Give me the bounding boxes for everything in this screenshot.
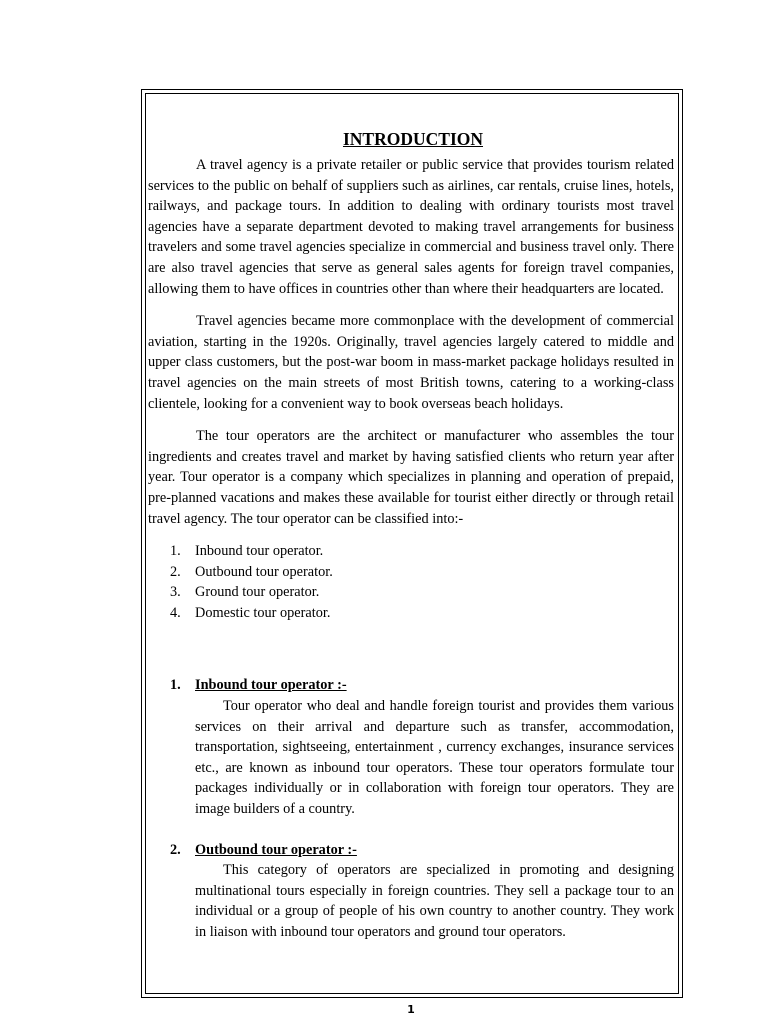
list-item xyxy=(148,603,674,624)
document-title: INTRODUCTION xyxy=(342,129,484,149)
paragraph-history: Travel agencies became more commonplace with the development of commercial aviation, starting in the 1920s. Originally, travel agencies largely catered to middle and upper class customers, but the post-war boom in mass-market package holidays resulted in travel agencies on the main streets of most British towns, catering to a working-class clientele, looking for a convenient way to book overseas beach holidays. xyxy=(148,313,674,412)
list-item-number: 1. xyxy=(170,543,181,560)
list-item-number: 2. xyxy=(170,563,181,580)
section-heading xyxy=(148,840,674,861)
paragraph-travel-agency: A travel agency is a private retailer or public service that provides tourism related services to the public on behalf of suppliers such as airlines, car rentals, cruise lines, hotels, railways, and package tours. In addition to dealing with ordinary tourists most travel agencies have a separate department devoted to making travel arrangements for business travelers and some travel agencies specialize in commercial and business travel only. There are also travel agencies that serve as general sales agents for foreign travel companies, allowing them to have offices in countries other than where their headquarters are located. xyxy=(148,157,674,297)
vertical-spacer xyxy=(148,623,674,663)
list-item-text: Outbound tour operator. xyxy=(195,563,333,580)
section-heading-text: Inbound tour operator :- xyxy=(195,677,347,694)
section-body: This category of operators are specialized in promoting and designing multinational tours especially in foreign countries. They sell a package tour to an individual or a group of people of his own country to another country. They work in liaison with inbound tour operators and ground tour operators. xyxy=(195,862,674,940)
list-item-number: 4. xyxy=(170,604,181,621)
list-item xyxy=(148,582,674,603)
list-item-text: Ground tour operator. xyxy=(195,584,320,601)
list-item-text: Inbound tour operator. xyxy=(195,543,324,560)
section-heading xyxy=(148,675,674,696)
list-item xyxy=(148,541,674,562)
section-outbound xyxy=(148,840,674,943)
section-number: 2. xyxy=(170,841,181,858)
document-body xyxy=(148,126,674,943)
section-inbound xyxy=(148,675,674,819)
section-body: Tour operator who deal and handle foreign tourist and provides them various services on their arrival and departure such as transfer, accommodation, transportation, sightseeing, entertainment , currency exchanges, insurance services etc., are known as inbound tour operators. These tour operators formulate tour packages individually or in collaboration with foreign tour operators. They are image builders of a country. xyxy=(195,698,674,818)
section-number: 1. xyxy=(170,677,181,694)
list-item-text: Domestic tour operator. xyxy=(195,604,331,621)
paragraph-tour-operators: The tour operators are the architect or manufacturer who assembles the tour ingredients and creates travel and market by having satisfied clients who return year after year. Tour operator is a company which specializes in planning and operation of prepaid, pre-planned vacations and makes these available for tourist either directly or through retail travel agency. The tour operator can be classified into:- xyxy=(148,428,674,527)
section-heading-text: Outbound tour operator :- xyxy=(195,841,357,858)
list-item xyxy=(148,562,674,583)
operator-types-list xyxy=(148,541,674,623)
list-item-number: 3. xyxy=(170,584,181,601)
page-number: 1 xyxy=(407,1003,415,1016)
